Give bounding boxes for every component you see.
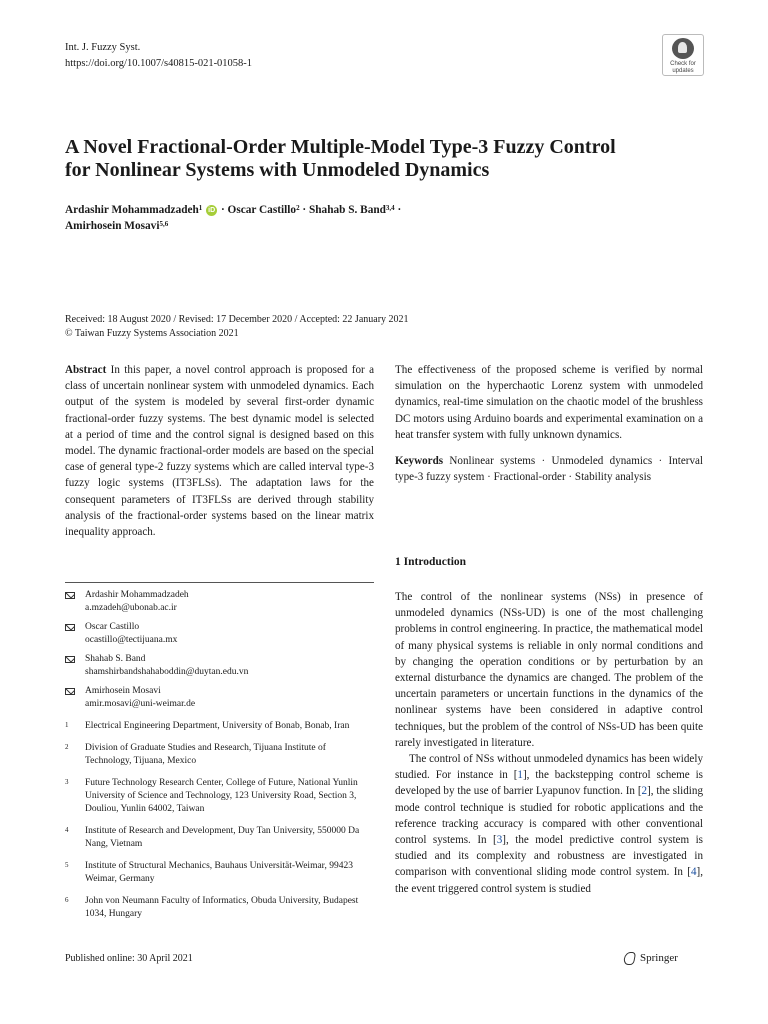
affiliation-text: Division of Graduate Studies and Research, Tijuana Institute of Technology, Tijuana, Mexico (85, 743, 326, 766)
abstract (65, 362, 374, 540)
intro-paragraph-2 (395, 751, 703, 897)
crossmark-icon (672, 38, 694, 59)
dates-line: Received: 18 August 2020 / Revised: 17 December 2020 / Accepted: 22 January 2021 (65, 314, 409, 325)
author-list: Ardashir Mohammadzadeh$^1$ iD · Oscar Castillo$^2$ · Shahab S. Band$^{3,4}$ · Amirhosein Mosavi$^{5,6}$ (65, 204, 402, 232)
affiliation-item (65, 860, 374, 886)
affiliation-text: Institute of Structural Mechanics, Bauhaus Universität-Weimar, 99423 Weimar, Germany (85, 861, 353, 884)
affiliation-item (65, 825, 374, 851)
citation-link[interactable]: 1 (517, 769, 523, 782)
correspondent-name: Oscar Castillo (85, 622, 140, 632)
intro-text: ], the event triggered control system is studied (395, 866, 703, 895)
correspondence-item (65, 621, 374, 647)
published-date: Published online: 30 April 2021 (65, 953, 193, 964)
correspondence-item (65, 685, 374, 711)
affiliation-text: Future Technology Research Center, College of Future, National Yunlin University of Science and Technology, 123 University Road, Section 3, Douliou, Yunlin 64002, Taiwan (85, 778, 358, 814)
keywords (395, 453, 703, 485)
correspondent-email[interactable]: ocastillo@tectijuana.mx (85, 635, 178, 645)
affiliation-item (65, 720, 374, 733)
abstract-text: In this paper, a novel control approach is proposed for a class of uncertain nonlinear system with unmodeled dynamics. Each output of the system is modeled by several first-order dynamic fractional-order fuzzy systems. The best dynamic model is selected at a period of time and the control signal is designed based on this model. The dynamic fractional-order models are based on the special case of general type-2 fuzzy systems which are called interval type-3 fuzzy logic systems (IT3FLSs). The adaptation laws for the consequent parameters of IT3FLSs are derived through stability analysis of the fractional-order systems based on the linear matrix inequality approach. (65, 364, 374, 539)
title-line-2: for Nonlinear Systems with Unmodeled Dynamics (65, 159, 490, 181)
introduction-body (395, 589, 703, 897)
correspondence-item (65, 653, 374, 679)
affiliation-number: 4 (65, 826, 69, 834)
orcid-icon[interactable]: iD (208, 206, 216, 214)
author-affil-sup: 2 (296, 204, 300, 212)
intro-text: ], the model predictive control system is studied and its complexity and robustness are investigated in comparison with conventional sliding mode control system. In [ (395, 834, 703, 879)
check-updates-label: Check for updates (670, 61, 696, 74)
copyright-line: © Taiwan Fuzzy Systems Association 2021 (65, 328, 239, 339)
title-line-1: A Novel Fractional-Order Multiple-Model Type-3 Fuzzy Control (65, 136, 616, 158)
right-column (395, 362, 703, 485)
envelope-icon (65, 592, 75, 599)
citation-link[interactable]: 2 (641, 785, 648, 798)
abstract-continuation: The effectiveness of the proposed scheme is verified by normal simulation on the hyperchaotic Lorenz system with unmodeled dynamics, real-time simulation on the chaotic model of the brushless DC motors using Arduino boards and experimental examination on a heat transfer system with fully unknown dynamics. (395, 364, 703, 441)
check-for-updates-badge[interactable] (662, 34, 704, 76)
springer-horse-icon (622, 951, 636, 964)
author-name: Amirhosein Mosavi (65, 220, 160, 232)
author-affil-sup: 1 (198, 204, 203, 212)
author-footnotes (65, 589, 374, 921)
affiliation-item (65, 895, 374, 921)
correspondent-email[interactable]: shamshirbandshahaboddin@duytan.edu.vn (85, 667, 249, 677)
author-affil-sup: 3,4 (385, 204, 395, 212)
affiliation-text: Institute of Research and Development, Duy Tan University, 550000 Da Nang, Vietnam (85, 826, 360, 849)
correspondent-name: Amirhosein Mosavi (85, 686, 161, 696)
section-heading-introduction: 1 Introduction (395, 556, 467, 568)
envelope-icon (65, 688, 75, 695)
intro-text: The control of NSs without unmodeled dynamics has been widely studied. For instance in [ (395, 753, 703, 782)
correspondent-name: Shahab S. Band (85, 654, 146, 664)
correspondent-email[interactable]: a.mzadeh@ubonab.ac.ir (85, 603, 177, 613)
article-history (65, 313, 705, 341)
journal-name: Int. J. Fuzzy Syst. (65, 42, 141, 53)
correspondence-item (65, 589, 374, 615)
affiliation-number: 5 (65, 861, 69, 869)
author-name: Ardashir Mohammadzadeh (65, 204, 199, 216)
footnote-divider (65, 582, 374, 583)
publisher-logo (622, 951, 678, 964)
envelope-icon (65, 656, 75, 663)
intro-paragraph-1: The control of the nonlinear systems (NSs) in presence of unmodeled dynamics (NSs-UD) is one of the most challenging problems in control engineering. In practice, the mathematical model of many physical systems is reliable in only normal conditions and by changing the operation conditions or by perturbation by an external disturbance the dynamics are changed. The problem of the uncertain parameters or uncertain functions in the dynamics of the nonlinear systems have been considered in adaptive control techniques, but the problem of the control of NSs-UD has been quite rarely investigated in literature. (395, 591, 703, 749)
correspondent-email[interactable]: amir.mosavi@uni-weimar.de (85, 699, 196, 709)
affiliation-text: Electrical Engineering Department, University of Bonab, Bonab, Iran (85, 721, 350, 731)
affiliation-number: 2 (65, 743, 69, 751)
affiliation-number: 3 (65, 778, 69, 786)
abstract-label: Abstract (65, 364, 107, 376)
citation-link[interactable]: 4 (690, 866, 697, 879)
intro-text: ], the sliding mode control technique is studied for robotic applications and the reference tracking accuracy is compared with other conventional control systems. In [ (395, 785, 703, 847)
affiliation-number: 6 (65, 896, 69, 904)
envelope-icon (65, 624, 75, 631)
intro-text: ], the backstepping control scheme is developed by the use of barrier Lyapunov function. In [ (395, 769, 703, 798)
author-name: Oscar Castillo (227, 204, 297, 216)
paper-title (65, 136, 705, 182)
doi-link[interactable]: https://doi.org/10.1007/s40815-021-01058-1 (65, 58, 253, 69)
keywords-label: Keywords (395, 455, 444, 468)
journal-header (65, 40, 252, 72)
correspondent-name: Ardashir Mohammadzadeh (85, 590, 189, 600)
affiliation-text: John von Neumann Faculty of Informatics, Obuda University, Budapest 1034, Hungary (85, 896, 359, 919)
keywords-text: Nonlinear systems · Unmodeled dynamics · Interval type-3 fuzzy system · Fractional-order · Stability analysis (395, 455, 703, 484)
author-name: Shahab S. Band (308, 204, 386, 216)
author-affil-sup: 5,6 (159, 220, 169, 228)
citation-link[interactable]: 3 (496, 834, 503, 847)
publisher-name: Springer (640, 951, 678, 964)
affiliation-item (65, 777, 374, 816)
affiliation-item (65, 742, 374, 768)
affiliation-number: 1 (65, 721, 69, 729)
